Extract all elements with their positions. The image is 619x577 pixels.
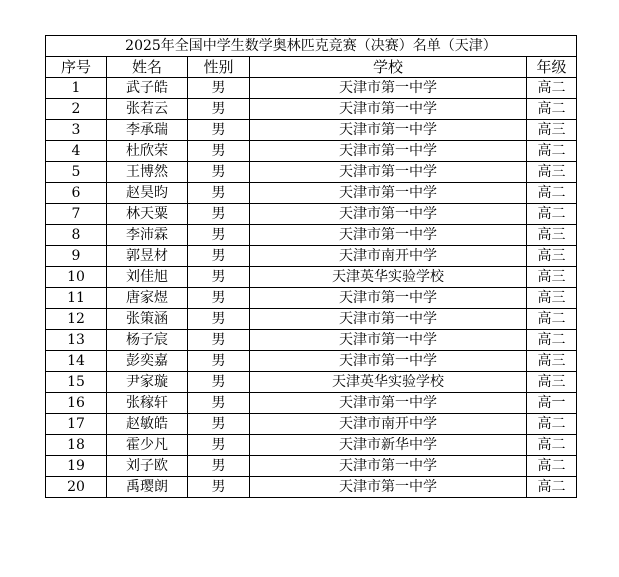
header-row [46, 57, 577, 78]
cell-index: 12 [46, 309, 107, 330]
table-row [46, 120, 577, 141]
cell-gender: 男 [188, 351, 250, 372]
cell-grade: 高三 [527, 372, 577, 393]
cell-school: 天津市第一中学 [250, 183, 527, 204]
column-header-gender: 性别 [188, 57, 250, 78]
cell-school: 天津市南开中学 [250, 414, 527, 435]
table-row [46, 267, 577, 288]
cell-school: 天津英华实验学校 [250, 267, 527, 288]
cell-index: 20 [46, 477, 107, 498]
cell-name: 杜欣荣 [107, 141, 188, 162]
cell-index: 15 [46, 372, 107, 393]
roster-table [45, 35, 577, 498]
table-row [46, 141, 577, 162]
cell-name: 武子皓 [107, 78, 188, 99]
cell-gender: 男 [188, 246, 250, 267]
cell-gender: 男 [188, 204, 250, 225]
cell-gender: 男 [188, 309, 250, 330]
table-row [46, 309, 577, 330]
cell-index: 19 [46, 456, 107, 477]
cell-grade: 高三 [527, 162, 577, 183]
cell-grade: 高三 [527, 288, 577, 309]
cell-name: 王博然 [107, 162, 188, 183]
cell-gender: 男 [188, 435, 250, 456]
roster-sheet [45, 35, 577, 498]
cell-grade: 高二 [527, 183, 577, 204]
cell-index: 10 [46, 267, 107, 288]
cell-gender: 男 [188, 267, 250, 288]
cell-school: 天津市第一中学 [250, 393, 527, 414]
cell-school: 天津市第一中学 [250, 225, 527, 246]
cell-name: 霍少凡 [107, 435, 188, 456]
cell-name: 刘佳旭 [107, 267, 188, 288]
cell-grade: 高二 [527, 309, 577, 330]
cell-gender: 男 [188, 477, 250, 498]
roster-title: 2025年全国中学生数学奥林匹克竞赛（决赛）名单（天津） [46, 36, 577, 57]
cell-index: 7 [46, 204, 107, 225]
table-row [46, 183, 577, 204]
column-header-grade: 年级 [527, 57, 577, 78]
cell-grade: 高三 [527, 246, 577, 267]
cell-index: 8 [46, 225, 107, 246]
cell-name: 赵昊昀 [107, 183, 188, 204]
cell-gender: 男 [188, 120, 250, 141]
cell-grade: 高一 [527, 393, 577, 414]
cell-grade: 高二 [527, 414, 577, 435]
table-row [46, 477, 577, 498]
cell-school: 天津市第一中学 [250, 330, 527, 351]
cell-school: 天津市第一中学 [250, 162, 527, 183]
cell-grade: 高二 [527, 435, 577, 456]
cell-school: 天津市第一中学 [250, 78, 527, 99]
cell-name: 刘子欧 [107, 456, 188, 477]
cell-school: 天津市第一中学 [250, 288, 527, 309]
cell-index: 13 [46, 330, 107, 351]
cell-index: 18 [46, 435, 107, 456]
cell-index: 3 [46, 120, 107, 141]
table-row [46, 204, 577, 225]
cell-school: 天津市第一中学 [250, 99, 527, 120]
cell-school: 天津市南开中学 [250, 246, 527, 267]
cell-name: 张稼轩 [107, 393, 188, 414]
cell-index: 4 [46, 141, 107, 162]
table-row [46, 288, 577, 309]
cell-grade: 高二 [527, 99, 577, 120]
cell-school: 天津市第一中学 [250, 204, 527, 225]
cell-gender: 男 [188, 414, 250, 435]
cell-index: 14 [46, 351, 107, 372]
table-row [46, 393, 577, 414]
cell-gender: 男 [188, 456, 250, 477]
table-row [46, 225, 577, 246]
cell-name: 赵敏皓 [107, 414, 188, 435]
table-row [46, 78, 577, 99]
cell-name: 禹璎朗 [107, 477, 188, 498]
cell-index: 17 [46, 414, 107, 435]
cell-gender: 男 [188, 225, 250, 246]
cell-name: 郭昱材 [107, 246, 188, 267]
cell-name: 唐家煜 [107, 288, 188, 309]
cell-gender: 男 [188, 393, 250, 414]
cell-gender: 男 [188, 78, 250, 99]
table-row [46, 330, 577, 351]
cell-gender: 男 [188, 99, 250, 120]
cell-name: 林天粟 [107, 204, 188, 225]
cell-grade: 高二 [527, 78, 577, 99]
cell-grade: 高三 [527, 120, 577, 141]
cell-grade: 高二 [527, 477, 577, 498]
cell-index: 1 [46, 78, 107, 99]
cell-name: 李沛霖 [107, 225, 188, 246]
cell-index: 9 [46, 246, 107, 267]
table-row [46, 372, 577, 393]
cell-grade: 高二 [527, 141, 577, 162]
table-row [46, 414, 577, 435]
column-header-name: 姓名 [107, 57, 188, 78]
cell-index: 6 [46, 183, 107, 204]
table-row [46, 435, 577, 456]
cell-school: 天津市第一中学 [250, 477, 527, 498]
cell-gender: 男 [188, 372, 250, 393]
cell-school: 天津市第一中学 [250, 141, 527, 162]
cell-school: 天津市新华中学 [250, 435, 527, 456]
table-row [46, 456, 577, 477]
cell-grade: 高二 [527, 204, 577, 225]
cell-index: 11 [46, 288, 107, 309]
cell-gender: 男 [188, 162, 250, 183]
cell-name: 张若云 [107, 99, 188, 120]
cell-name: 李承瑞 [107, 120, 188, 141]
table-row [46, 351, 577, 372]
cell-name: 张策涵 [107, 309, 188, 330]
column-header-index: 序号 [46, 57, 107, 78]
cell-name: 尹家璇 [107, 372, 188, 393]
cell-school: 天津市第一中学 [250, 456, 527, 477]
cell-grade: 高三 [527, 225, 577, 246]
cell-school: 天津市第一中学 [250, 351, 527, 372]
cell-gender: 男 [188, 141, 250, 162]
cell-school: 天津市第一中学 [250, 309, 527, 330]
cell-index: 16 [46, 393, 107, 414]
cell-grade: 高三 [527, 351, 577, 372]
table-row [46, 246, 577, 267]
table-row [46, 162, 577, 183]
cell-gender: 男 [188, 288, 250, 309]
cell-name: 杨子宸 [107, 330, 188, 351]
cell-name: 彭奕嘉 [107, 351, 188, 372]
cell-grade: 高二 [527, 330, 577, 351]
cell-gender: 男 [188, 183, 250, 204]
cell-grade: 高二 [527, 456, 577, 477]
cell-grade: 高三 [527, 267, 577, 288]
cell-index: 5 [46, 162, 107, 183]
cell-gender: 男 [188, 330, 250, 351]
cell-school: 天津市第一中学 [250, 120, 527, 141]
cell-school: 天津英华实验学校 [250, 372, 527, 393]
column-header-school: 学校 [250, 57, 527, 78]
table-row [46, 99, 577, 120]
cell-index: 2 [46, 99, 107, 120]
